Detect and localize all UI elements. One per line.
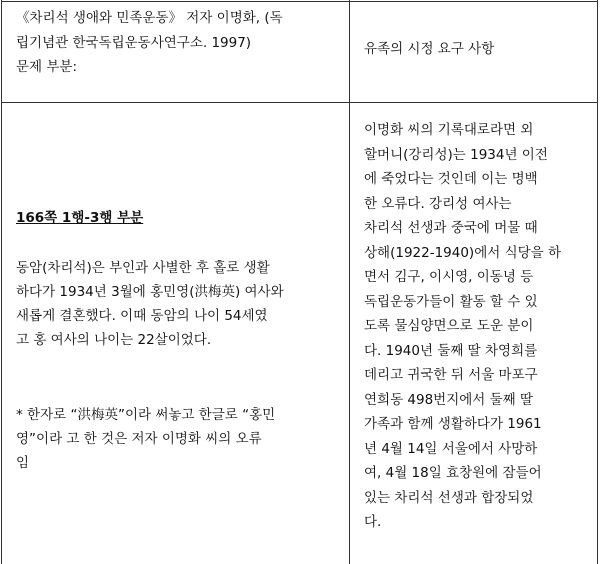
problem-heading: 166쪽 1행-3행 부분	[16, 210, 144, 226]
request-line: 한 오류다. 강리성 여사는	[364, 195, 512, 212]
problem-note-line: * 한자로 “洪梅英”이라 써놓고 한글로 “홍민	[16, 407, 276, 423]
header-request-title: 유족의 시정 요구 사항	[364, 41, 495, 57]
request-line: 년 4월 14일 서울에서 사망하	[364, 440, 538, 457]
family-request-cell	[364, 118, 590, 535]
request-line: 독립운동가들이 활동 할 수 있	[364, 293, 538, 310]
table-row-divider	[1, 102, 598, 103]
request-line: 가족과 함께 생활하다가 1961	[364, 416, 542, 432]
header-source-line: 립기념관 한국독립운동사연구소. 1997)	[16, 34, 252, 51]
problem-line: 고 홍 여사의 나이는 22살이었다.	[16, 332, 212, 348]
problem-paragraph	[16, 256, 342, 352]
table-border-right	[597, 0, 598, 564]
request-line: 상해(1922-1940)에서 식당을 하	[364, 244, 562, 261]
request-line: 면서 김구, 이시영, 이동녕 등	[364, 269, 534, 285]
header-source-cell	[16, 6, 341, 80]
request-line: 데리고 귀국한 뒤 서울 마포구	[364, 367, 538, 383]
header-request-cell	[364, 37, 589, 62]
problem-line: 하다가 1934년 3월에 홍민영(洪梅英) 여사와	[16, 284, 284, 300]
request-line: 여, 4월 18일 효창원에 잠들어	[364, 465, 542, 481]
problem-note-line: 임	[16, 455, 30, 471]
request-line: 다.	[364, 514, 382, 530]
table-border-left	[1, 0, 2, 564]
table-column-divider	[349, 0, 350, 564]
problem-note	[16, 403, 342, 475]
problem-section-cell	[16, 206, 342, 231]
request-line: 다. 1940년 둘째 딸 차영희를	[364, 342, 538, 359]
header-source-line: 문제 부분:	[16, 59, 78, 75]
header-source-line: 《차리석 생애와 민족운동》 저자 이명화, (독	[16, 10, 283, 26]
request-line: 할머니(강리성)는 1934년 이전	[364, 146, 548, 163]
request-line: 도록 물심양면으로 도운 분이	[364, 318, 534, 334]
request-line: 차리석 선생과 중국에 머물 때	[364, 220, 538, 236]
request-line: 에 죽었다는 것인데 이는 명백	[364, 171, 538, 187]
problem-line: 동암(차리석)은 부인과 사별한 후 홀로 생활	[16, 260, 270, 276]
problem-note-line: 영”이라 고 한 것은 저자 이명화 씨의 오류	[16, 431, 262, 447]
table-border-top	[1, 1, 598, 2]
request-line: 이명화 씨의 기록대로라면 외	[364, 122, 534, 138]
request-line: 있는 차리석 선생과 합장되었	[364, 489, 534, 506]
request-line: 연희동 498번지에서 둘째 딸	[364, 391, 534, 408]
problem-line: 새롭게 결혼했다. 이때 동암의 나이 54세였	[16, 308, 268, 324]
